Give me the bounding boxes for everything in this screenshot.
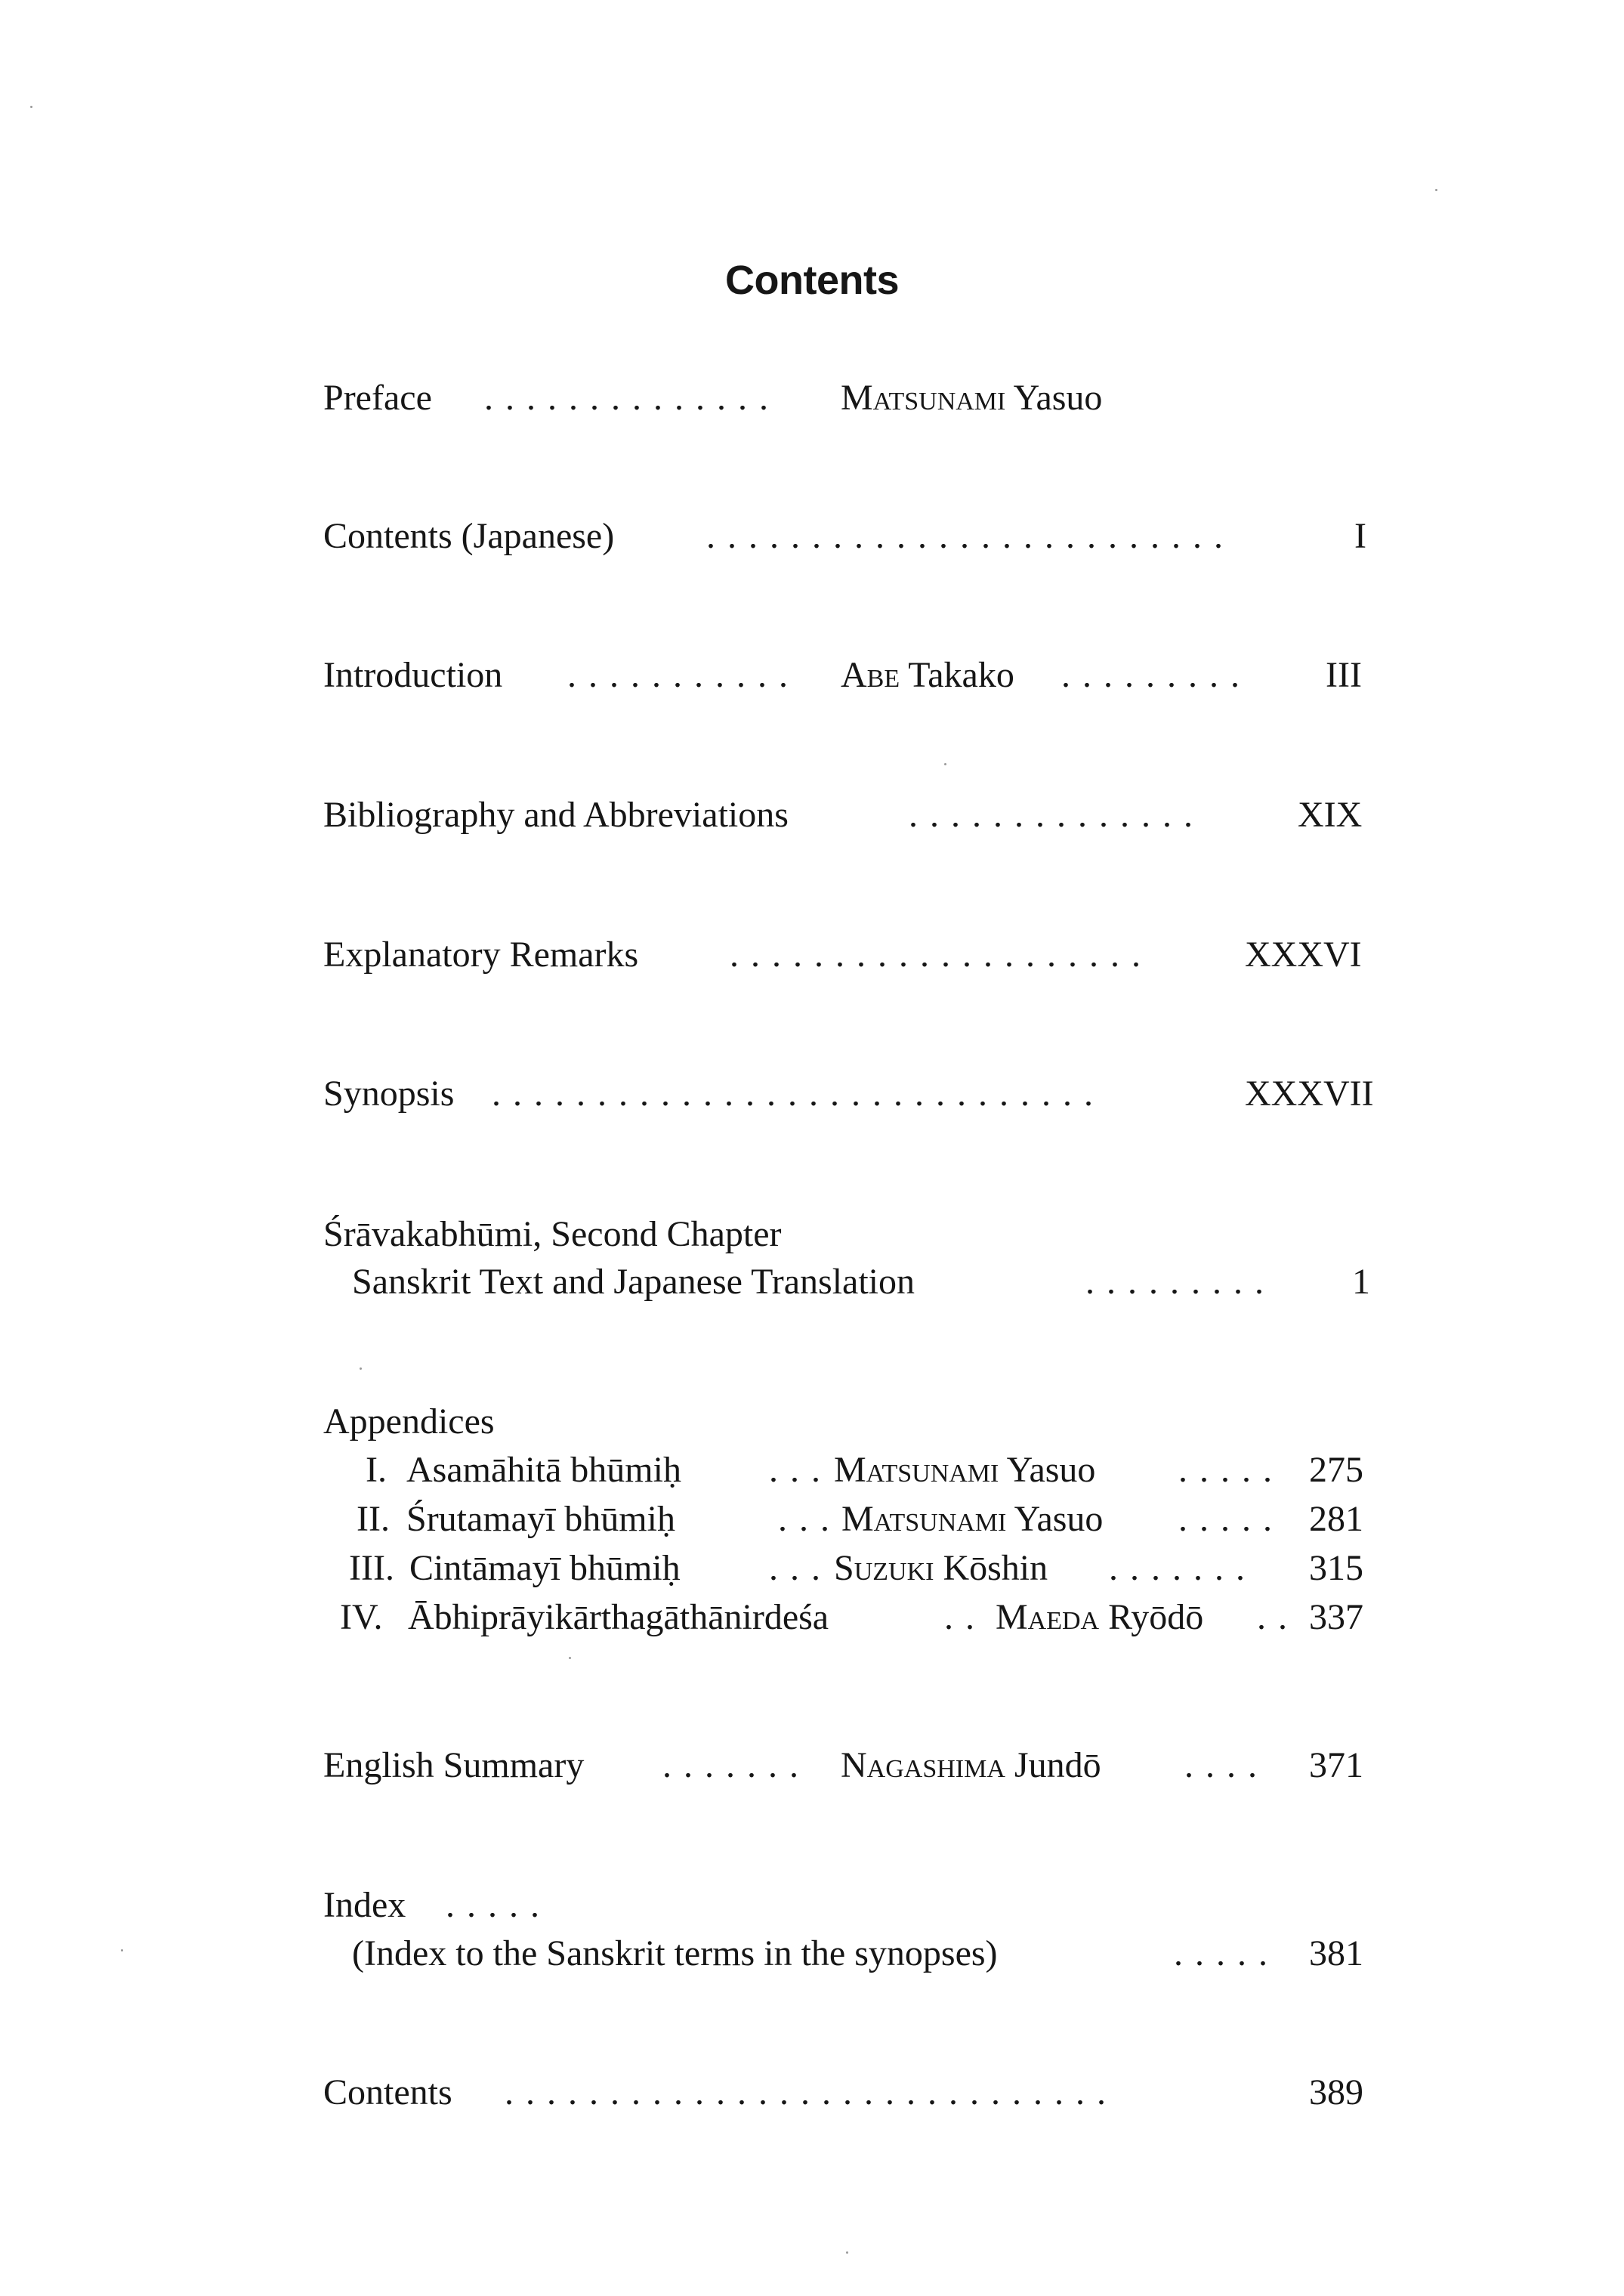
entry-author <box>996 1599 1203 1636</box>
entry-author <box>834 1550 1048 1587</box>
entry-label: Index <box>323 1885 406 1925</box>
toc-entry-synopsis <box>323 1076 454 1112</box>
leader-dots: . . . . . <box>1174 1933 1269 1973</box>
entry-page-number: 315 <box>1309 1548 1363 1588</box>
author-given-name: Yasuo <box>1013 378 1103 418</box>
scan-speck <box>121 1949 123 1951</box>
leader-dots: . . . . . . . . . . . . . . <box>909 795 1194 835</box>
leader-dots: . . . . . . . <box>662 1745 800 1785</box>
appendix-title: Ābhiprāyikārthagāthānirdeśa <box>408 1597 829 1637</box>
appendices-heading: Appendices <box>323 1401 495 1442</box>
toc-entry-sravakabhumi-title: Śrāvakabhūmi, Second Chapter <box>323 1214 782 1254</box>
author-given-name: Ryōdō <box>1108 1597 1204 1637</box>
author-given-name: Yasuo <box>1014 1499 1104 1539</box>
entry-page-number: III <box>1326 655 1362 695</box>
toc-entry-contents <box>323 2072 452 2112</box>
leader-dots: . . . . . <box>1178 1450 1274 1490</box>
leader-dots: . . . <box>769 1450 822 1490</box>
leader-dots: . . . . . . . <box>1109 1548 1246 1588</box>
leader-dots: . . <box>944 1597 976 1637</box>
appendix-number: I. <box>366 1450 387 1490</box>
author-given-name: Yasuo <box>1006 1450 1096 1490</box>
toc-entry-introduction <box>323 657 502 694</box>
leader-dots: . . . . . . . . . <box>1085 1262 1265 1302</box>
entry-label: Explanatory Remarks <box>323 935 639 975</box>
toc-entry-explanatory-remarks <box>323 937 638 973</box>
toc-entry-index <box>323 1887 406 1924</box>
entry-page-number: 275 <box>1309 1450 1363 1490</box>
entry-page-number: 389 <box>1309 2072 1363 2112</box>
leader-dots: . . <box>1257 1597 1289 1637</box>
leader-dots: . . . . . . . . . . . <box>567 655 789 695</box>
toc-entry-bibliography <box>323 797 789 833</box>
toc-entry-sravakabhumi-subtitle: Sanskrit Text and Japanese Translation <box>352 1262 915 1302</box>
leader-dots: . . . . . . . . . . . . . . . . . . . . . . . . . . . . . <box>492 1074 1095 1114</box>
entry-page-number: 281 <box>1309 1499 1363 1539</box>
entry-label: Introduction <box>323 655 503 695</box>
author-surname: Matsunami <box>841 1499 1007 1539</box>
leader-dots: . . . . . <box>446 1885 541 1925</box>
entry-author <box>841 1501 1103 1537</box>
appendix-title: Śrutamayī bhūmiḥ <box>406 1499 675 1539</box>
author-surname: Maeda <box>996 1597 1100 1637</box>
appendix-number: III. <box>349 1548 394 1588</box>
author-surname: Matsunami <box>841 378 1006 418</box>
entry-page-number: 337 <box>1309 1597 1363 1637</box>
appendix-number: II. <box>357 1499 390 1539</box>
author-surname: Matsunami <box>834 1450 999 1490</box>
scan-speck <box>360 1367 362 1370</box>
author-given-name: Kōshin <box>943 1548 1048 1588</box>
appendix-title: Asamāhitā bhūmiḥ <box>406 1450 681 1490</box>
entry-author <box>841 657 1014 694</box>
scan-speck <box>1435 189 1437 191</box>
scan-speck <box>846 2251 848 2254</box>
leader-dots: . . . . . . . . . . . . . . . . . . . . . . . . . <box>706 516 1224 556</box>
entry-page-number: 371 <box>1309 1745 1363 1785</box>
entry-label: Bibliography and Abbreviations <box>323 795 789 835</box>
entry-author <box>841 380 1102 416</box>
leader-dots: . . . . . . . . . <box>1061 655 1241 695</box>
entry-label: English Summary <box>323 1745 585 1785</box>
appendix-number: IV. <box>340 1597 383 1637</box>
entry-page-number: 1 <box>1352 1262 1370 1302</box>
leader-dots: . . . . <box>1184 1745 1258 1785</box>
leader-dots: . . . . . . . . . . . . . . . . . . . . <box>730 935 1142 975</box>
entry-author <box>841 1747 1101 1784</box>
entry-label: Preface <box>323 378 432 418</box>
author-surname: Suzuki <box>834 1548 934 1588</box>
entry-page-number: I <box>1354 516 1366 556</box>
author-surname: Nagashima <box>841 1745 1005 1785</box>
toc-entry-index-subtitle: (Index to the Sanskrit terms in the synopses) <box>352 1933 998 1973</box>
page-title: Contents <box>725 258 899 303</box>
scan-speck <box>944 763 946 765</box>
leader-dots: . . . <box>769 1548 822 1588</box>
appendix-title: Cintāmayī bhūmiḥ <box>409 1548 681 1588</box>
entry-page-number: XXXVI <box>1245 935 1362 975</box>
author-given-name: Takako <box>908 655 1014 695</box>
scan-speck <box>30 106 32 108</box>
entry-page-number: XIX <box>1298 795 1363 835</box>
entry-page-number: XXXVII <box>1245 1074 1374 1114</box>
author-given-name: Jundō <box>1014 1745 1101 1785</box>
entry-label: Contents <box>323 2072 452 2112</box>
toc-entry-english-summary <box>323 1747 584 1784</box>
leader-dots: . . . . . . . . . . . . . . <box>484 378 770 418</box>
entry-page-number: 381 <box>1309 1933 1363 1973</box>
entry-label: Contents (Japanese) <box>323 516 615 556</box>
entry-author <box>834 1452 1095 1488</box>
author-surname: Abe <box>841 655 900 695</box>
toc-entry-contents-japanese <box>323 518 614 555</box>
toc-entry-preface <box>323 380 432 416</box>
scan-speck <box>569 1657 571 1659</box>
entry-label: Synopsis <box>323 1074 455 1114</box>
leader-dots: . . . <box>778 1499 831 1539</box>
leader-dots: . . . . . . . . . . . . . . . . . . . . . . . . . . . . . <box>505 2072 1107 2112</box>
leader-dots: . . . . . <box>1178 1499 1274 1539</box>
